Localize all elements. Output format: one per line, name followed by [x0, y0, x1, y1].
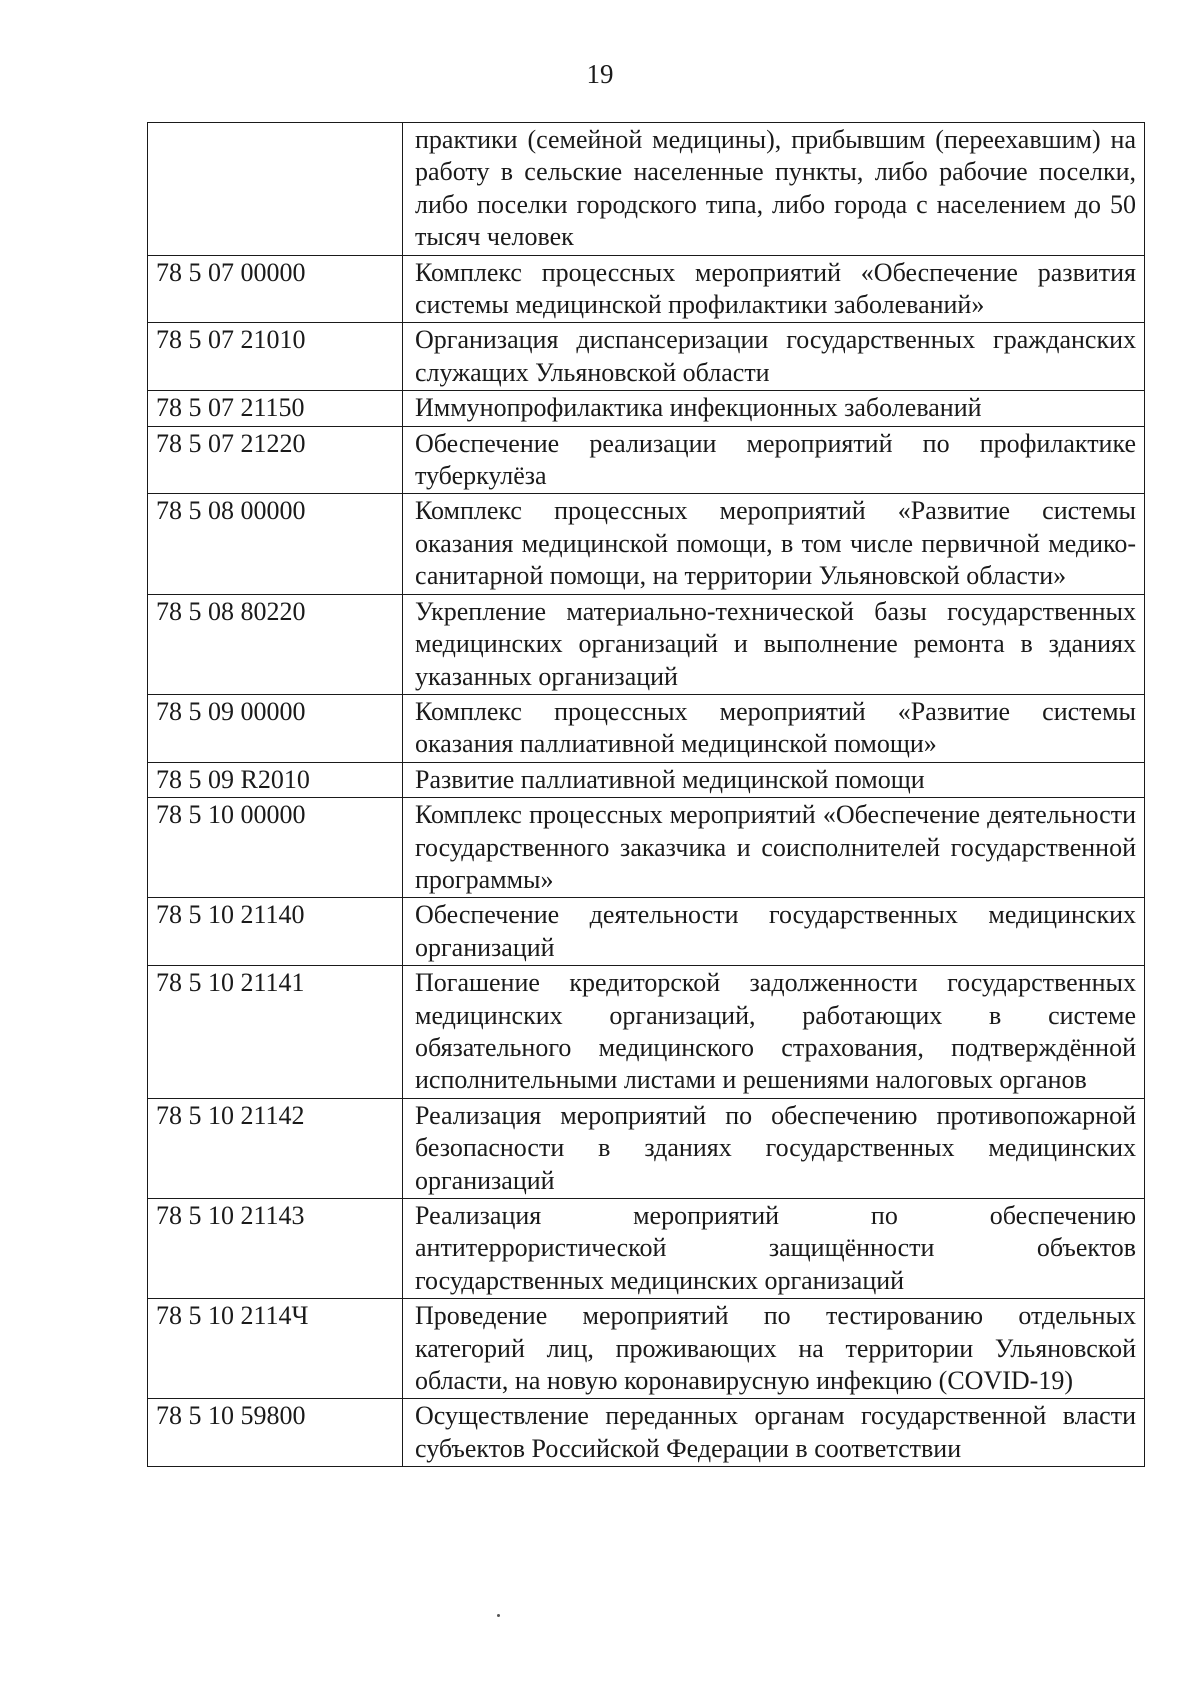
row-code: 78 5 10 21141: [148, 966, 403, 1099]
table-row: [148, 123, 1145, 256]
row-code: 78 5 07 21010: [148, 323, 403, 391]
scan-speck: [497, 1614, 500, 1617]
row-description: Обеспечение деятельности государственных медицинских организаций: [403, 898, 1145, 966]
table-row: [148, 898, 1145, 966]
row-description: Комплекс процессных мероприятий «Развитие системы оказания медицинской помощи, в том числе первичной медико-санитарной помощи, на территории Ульяновской области»: [403, 494, 1145, 594]
row-description: Реализация мероприятий по обеспечению противопожарной безопасности в зданиях государственных медицинских организаций: [403, 1098, 1145, 1198]
table-row: [148, 594, 1145, 694]
table-row: [148, 426, 1145, 494]
budget-classification-table: [147, 122, 1145, 1467]
row-code: 78 5 10 21142: [148, 1098, 403, 1198]
row-description: Укрепление материально-технической базы государственных медицинских организаций и выполнение ремонта в зданиях указанных организаций: [403, 594, 1145, 694]
row-code: 78 5 09 00000: [148, 694, 403, 762]
row-description: Реализация мероприятий по обеспечению антитеррористической защищённости объектов государственных медицинских организаций: [403, 1199, 1145, 1299]
row-description: Организация диспансеризации государственных гражданских служащих Ульяновской области: [403, 323, 1145, 391]
row-code: [148, 123, 403, 256]
row-code: 78 5 10 00000: [148, 798, 403, 898]
row-code: 78 5 09 R2010: [148, 762, 403, 797]
table-row: [148, 494, 1145, 594]
table-row: [148, 391, 1145, 426]
row-code: 78 5 10 2114Ч: [148, 1299, 403, 1399]
row-code: 78 5 08 80220: [148, 594, 403, 694]
row-code: 78 5 07 00000: [148, 255, 403, 323]
row-code: 78 5 08 00000: [148, 494, 403, 594]
row-code: 78 5 10 21143: [148, 1199, 403, 1299]
row-code: 78 5 07 21150: [148, 391, 403, 426]
table-row: [148, 694, 1145, 762]
table-row: [148, 255, 1145, 323]
row-code: 78 5 10 59800: [148, 1399, 403, 1467]
row-description: Комплекс процессных мероприятий «Развитие системы оказания паллиативной медицинской помощи»: [403, 694, 1145, 762]
table-row: [148, 1399, 1145, 1467]
page-number: 19: [586, 59, 614, 89]
row-description: Иммунопрофилактика инфекционных заболеваний: [403, 391, 1145, 426]
table-row: [148, 323, 1145, 391]
row-description: Проведение мероприятий по тестированию отдельных категорий лиц, проживающих на территории Ульяновской области, на новую коронавирусную инфекцию (COVID-19): [403, 1299, 1145, 1399]
table-row: [148, 966, 1145, 1099]
table-row: [148, 798, 1145, 898]
row-description: практики (семейной медицины), прибывшим (переехавшим) на работу в сельские населенные пункты, либо рабочие поселки, либо поселки городского типа, либо города с населением до 50 тысяч человек: [403, 123, 1145, 256]
row-description: Комплекс процессных мероприятий «Обеспечение развития системы медицинской профилактики заболеваний»: [403, 255, 1145, 323]
table-row: [148, 1299, 1145, 1399]
row-description: Развитие паллиативной медицинской помощи: [403, 762, 1145, 797]
row-description: Обеспечение реализации мероприятий по профилактике туберкулёза: [403, 426, 1145, 494]
table-row: [148, 762, 1145, 797]
row-description: Осуществление переданных органам государственной власти субъектов Российской Федерации в соответствии: [403, 1399, 1145, 1467]
row-code: 78 5 07 21220: [148, 426, 403, 494]
row-description: Погашение кредиторской задолженности государственных медицинских организаций, работающих в системе обязательного медицинского страхования, подтверждённой исполнительными листами и решениями налоговых органов: [403, 966, 1145, 1099]
row-description: Комплекс процессных мероприятий «Обеспечение деятельности государственного заказчика и соисполнителей государственной программы»: [403, 798, 1145, 898]
table-row: [148, 1199, 1145, 1299]
row-code: 78 5 10 21140: [148, 898, 403, 966]
table-row: [148, 1098, 1145, 1198]
